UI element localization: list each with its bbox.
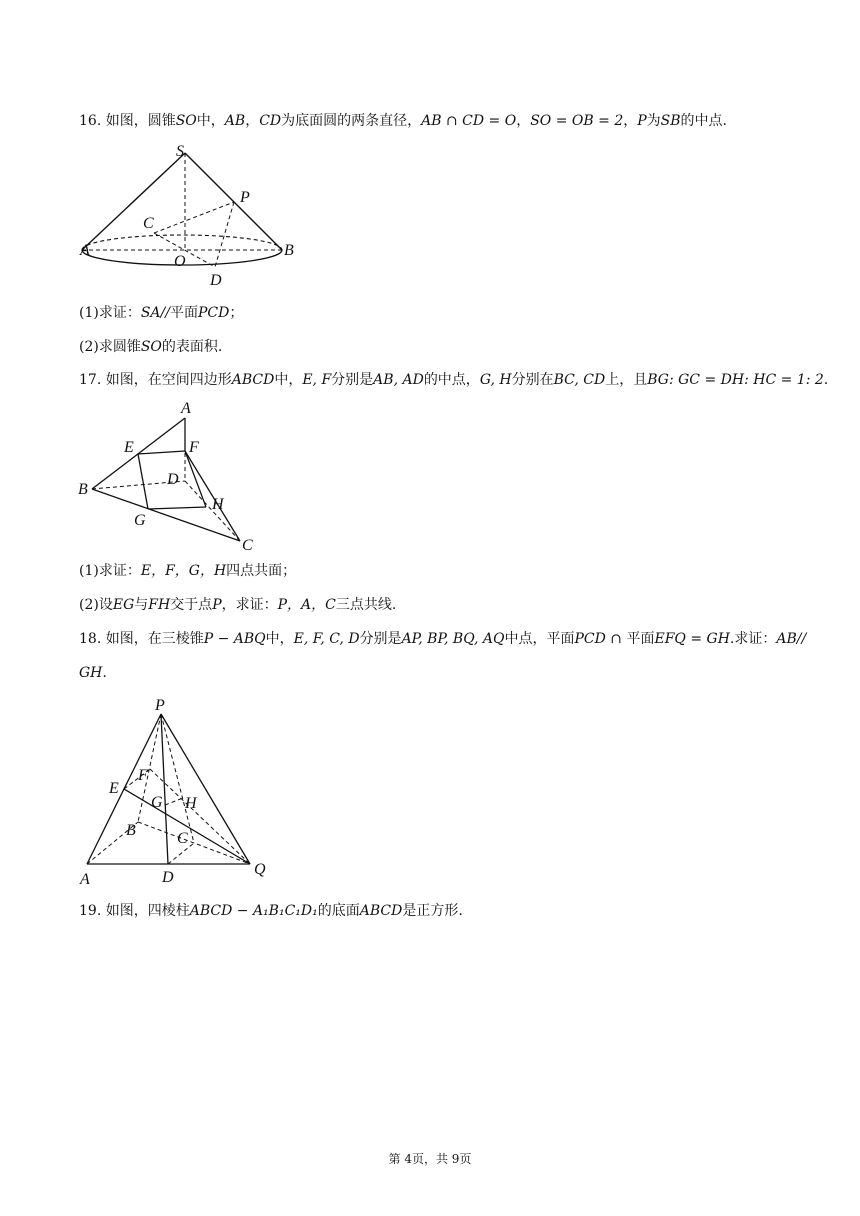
- label-Q: Q: [254, 861, 266, 878]
- label-E: E: [109, 780, 119, 797]
- label-H: H: [185, 795, 197, 812]
- label-B: B: [126, 822, 136, 839]
- q17-part1: (1)求证：E，F，G，H四点共面；: [79, 563, 297, 579]
- label-P: P: [155, 697, 165, 714]
- q17-part2: (2)设EG与FH交于点P，求证：P，A，C三点共线.: [79, 597, 397, 613]
- label-F: F: [138, 767, 148, 784]
- q19-stem: 19. 如图，四棱柱ABCD − A₁B₁C₁D₁的底面ABCD是正方形.: [79, 903, 463, 919]
- page-footer: 第 4页，共 9页: [388, 1152, 472, 1166]
- label-F: F: [189, 439, 199, 456]
- label-B: B: [78, 481, 88, 498]
- quadrilateral-figure: [78, 398, 268, 558]
- q16-part2: (2)求圆锥SO的表面积.: [79, 339, 223, 355]
- label-C: C: [177, 830, 188, 847]
- q18-stem-line2: GH.: [79, 665, 107, 681]
- label-D: D: [162, 869, 174, 886]
- label-S: S: [176, 143, 184, 160]
- label-A: A: [80, 242, 90, 259]
- q18-stem: 18. 如图，在三棱锥P − ABQ中，E, F, C, D分别是AP, BP, BQ, AQ中点，平面PCD ∩ 平面EFQ = GH.求证：AB//: [79, 631, 807, 647]
- label-D: D: [167, 471, 179, 488]
- q16-stem: 16. 如图，圆锥SO中，AB，CD为底面圆的两条直径，AB ∩ CD = O，SO = OB = 2，P为SB的中点.: [79, 113, 727, 129]
- label-G: G: [134, 512, 146, 529]
- label-O: O: [174, 253, 186, 270]
- label-A: A: [80, 871, 90, 888]
- label-H: H: [212, 496, 224, 513]
- q17-stem: 17. 如图，在空间四边形ABCD中，E, F分别是AB, AD的中点，G, H分别在BC, CD上，且BG: GC = DH: HC = 1: 2.: [79, 372, 829, 388]
- label-C: C: [242, 537, 253, 554]
- cone-figure: [78, 140, 308, 290]
- q16-part1: (1)求证：SA//平面PCD；: [79, 305, 244, 321]
- label-B: B: [284, 242, 294, 259]
- label-C: C: [143, 215, 154, 232]
- label-A: A: [181, 400, 191, 417]
- label-E: E: [124, 439, 134, 456]
- label-G: G: [151, 794, 163, 811]
- pyramid-figure: [78, 694, 278, 890]
- label-P: P: [240, 189, 250, 206]
- label-D: D: [210, 272, 222, 289]
